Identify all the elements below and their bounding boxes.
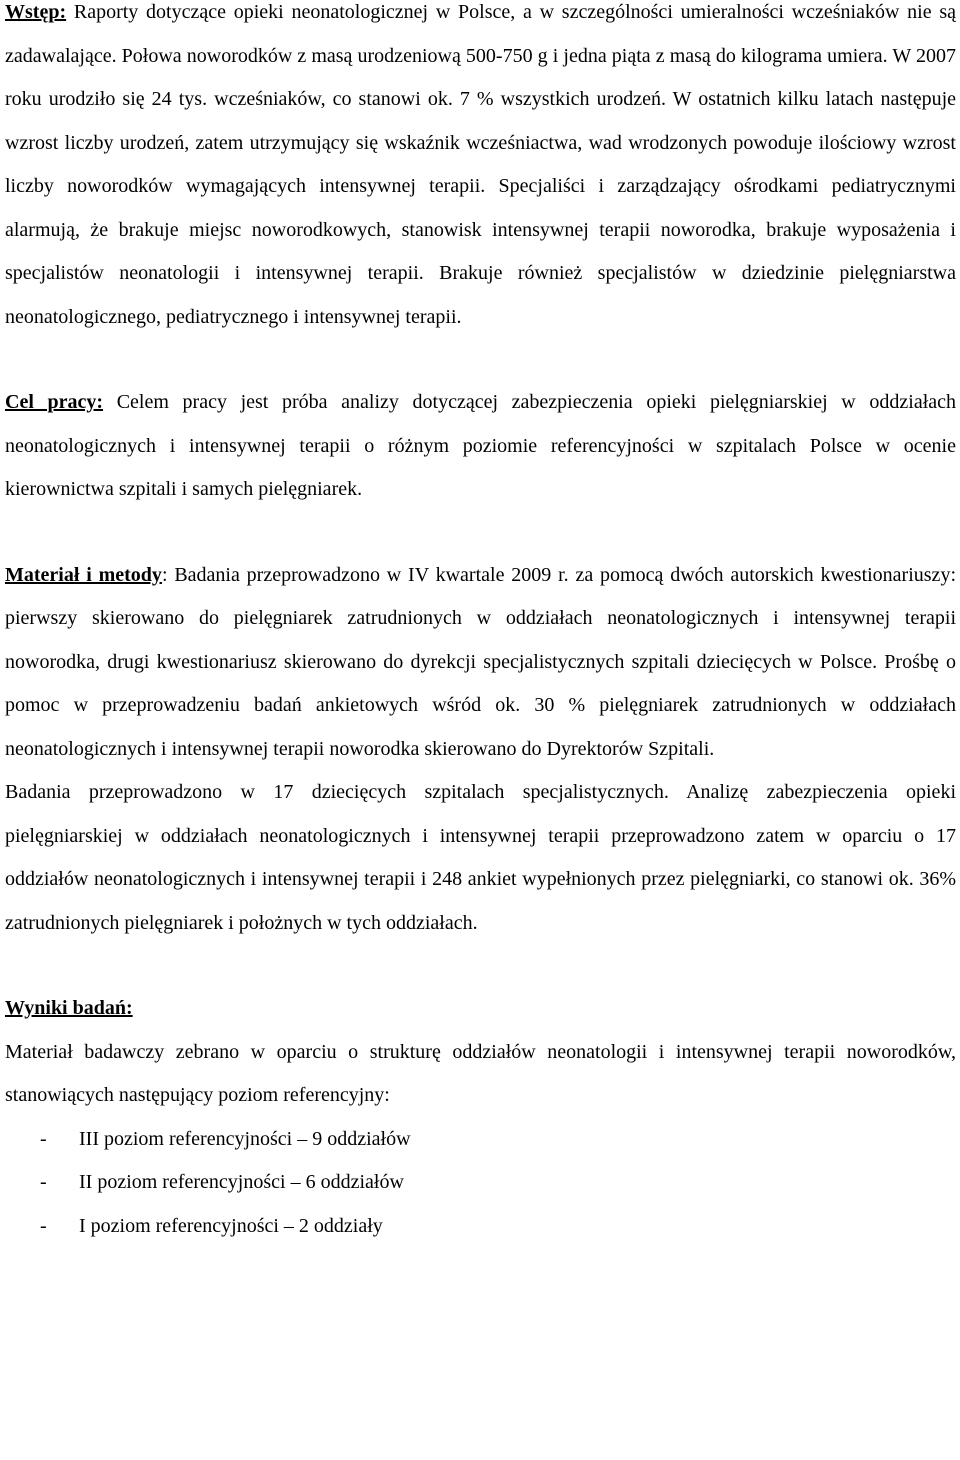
methods-paragraph xyxy=(5,554,956,772)
list-item-text: III poziom referencyjności – 9 oddziałów xyxy=(79,1127,411,1150)
list-item-text: II poziom referencyjności – 6 oddziałów xyxy=(79,1171,404,1193)
results-text: Materiał badawczy zebrano w oparciu o strukturę oddziałów neonatologii i intensywnej terapii noworodków, stanowiących następujący poziom referencyjny: xyxy=(5,1040,956,1106)
list-item xyxy=(5,1205,956,1249)
methods-heading: Materiał i metody xyxy=(5,563,162,586)
methods-heading-colon: : xyxy=(161,563,168,586)
results-heading: Wyniki badań: xyxy=(5,997,133,1019)
referral-level-list xyxy=(5,1118,956,1249)
list-dash: - xyxy=(40,1214,47,1237)
intro-heading: Wstęp: xyxy=(5,1,67,23)
intro-text: Raporty dotyczące opieki neonatologicznej w Polsce, a w szczególności umieralności wcześniaków nie są zadawalające. Połowa noworodków z masą urodzeniową 500-750 g i jedna piąta z masą do kilograma umiera. W 2007 roku urodziło się 24 tys. wcześniaków, co stanowi ok. 7 % wszystkich urodzeń. W ostatnich kilku latach następuje wzrost liczby urodzeń, zatem utrzymujący się wskaźnik wcześniactwa, wad wrodzonych powoduje ilościowy wzrost liczby noworodków wymagających intensywnej terapii. Specjaliści i zarządzający ośrodkami pediatrycznymi alarmują, że brakuje miejsc noworodkowych, stanowisk intensywnej terapii noworodka, brakuje wyposażenia i specjalistów neonatologii i intensywnej terapii. Brakuje również specjalistów w dziedzinie pielęgniarstwa neonatologicznego, pediatrycznego i intensywnej terapii. xyxy=(5,1,956,328)
aim-heading: Cel pracy: xyxy=(5,391,104,413)
intro-paragraph xyxy=(5,0,956,339)
section-spacer xyxy=(5,945,956,987)
aim-paragraph xyxy=(5,381,956,512)
section-spacer xyxy=(5,512,956,554)
list-dash: - xyxy=(40,1127,47,1150)
aim-text: Celem pracy jest próba analizy dotyczącej zabezpieczenia opieki pielęgniarskiej w oddziałach neonatologicznych i intensywnej terapii o różnym poziomie referencyjności w szpitalach Polsce w ocenie kierownictwa szpitali i samych pielęgniarek. xyxy=(5,391,957,500)
methods-paragraph-2 xyxy=(5,771,956,945)
methods-text: Badania przeprowadzono w IV kwartale 2009 r. za pomocą dwóch autorskich kwestionariuszy: pierwszy skierowano do pielęgniarek zatrudnionych w oddziałach neonatologicznych i intensywnej terapii noworodka, drugi kwestionariusz skierowano do dyrekcji specjalistycznych szpitali dziecięcych w Polsce. Prośbę o pomoc w przeprowadzeniu badań ankietowych wśród ok. 30 % pielęgniarek zatrudnionych w oddziałach neonatologicznych i intensywnej terapii noworodka skierowano do Dyrektorów Szpitali. xyxy=(5,563,956,760)
list-item xyxy=(5,1161,956,1205)
list-dash: - xyxy=(40,1171,47,1193)
results-paragraph xyxy=(5,1031,956,1118)
methods-text-2: Badania przeprowadzono w 17 dziecięcych szpitalach specjalistycznych. Analizę zabezpieczenia opieki pielęgniarskiej w oddziałach neonatologicznych i intensywnej terapii przeprowadzono zatem w oparciu o 17 oddziałów neonatologicznych i intensywnej terapii i 248 ankiet wypełnionych przez pielęgniarki, co stanowi ok. 36% zatrudnionych pielęgniarek i położnych w tych oddziałach. xyxy=(5,781,956,934)
section-spacer xyxy=(5,339,956,381)
list-item xyxy=(5,1118,956,1162)
results-heading-line xyxy=(5,987,956,1031)
list-item-text: I poziom referencyjności – 2 oddziały xyxy=(79,1214,383,1237)
